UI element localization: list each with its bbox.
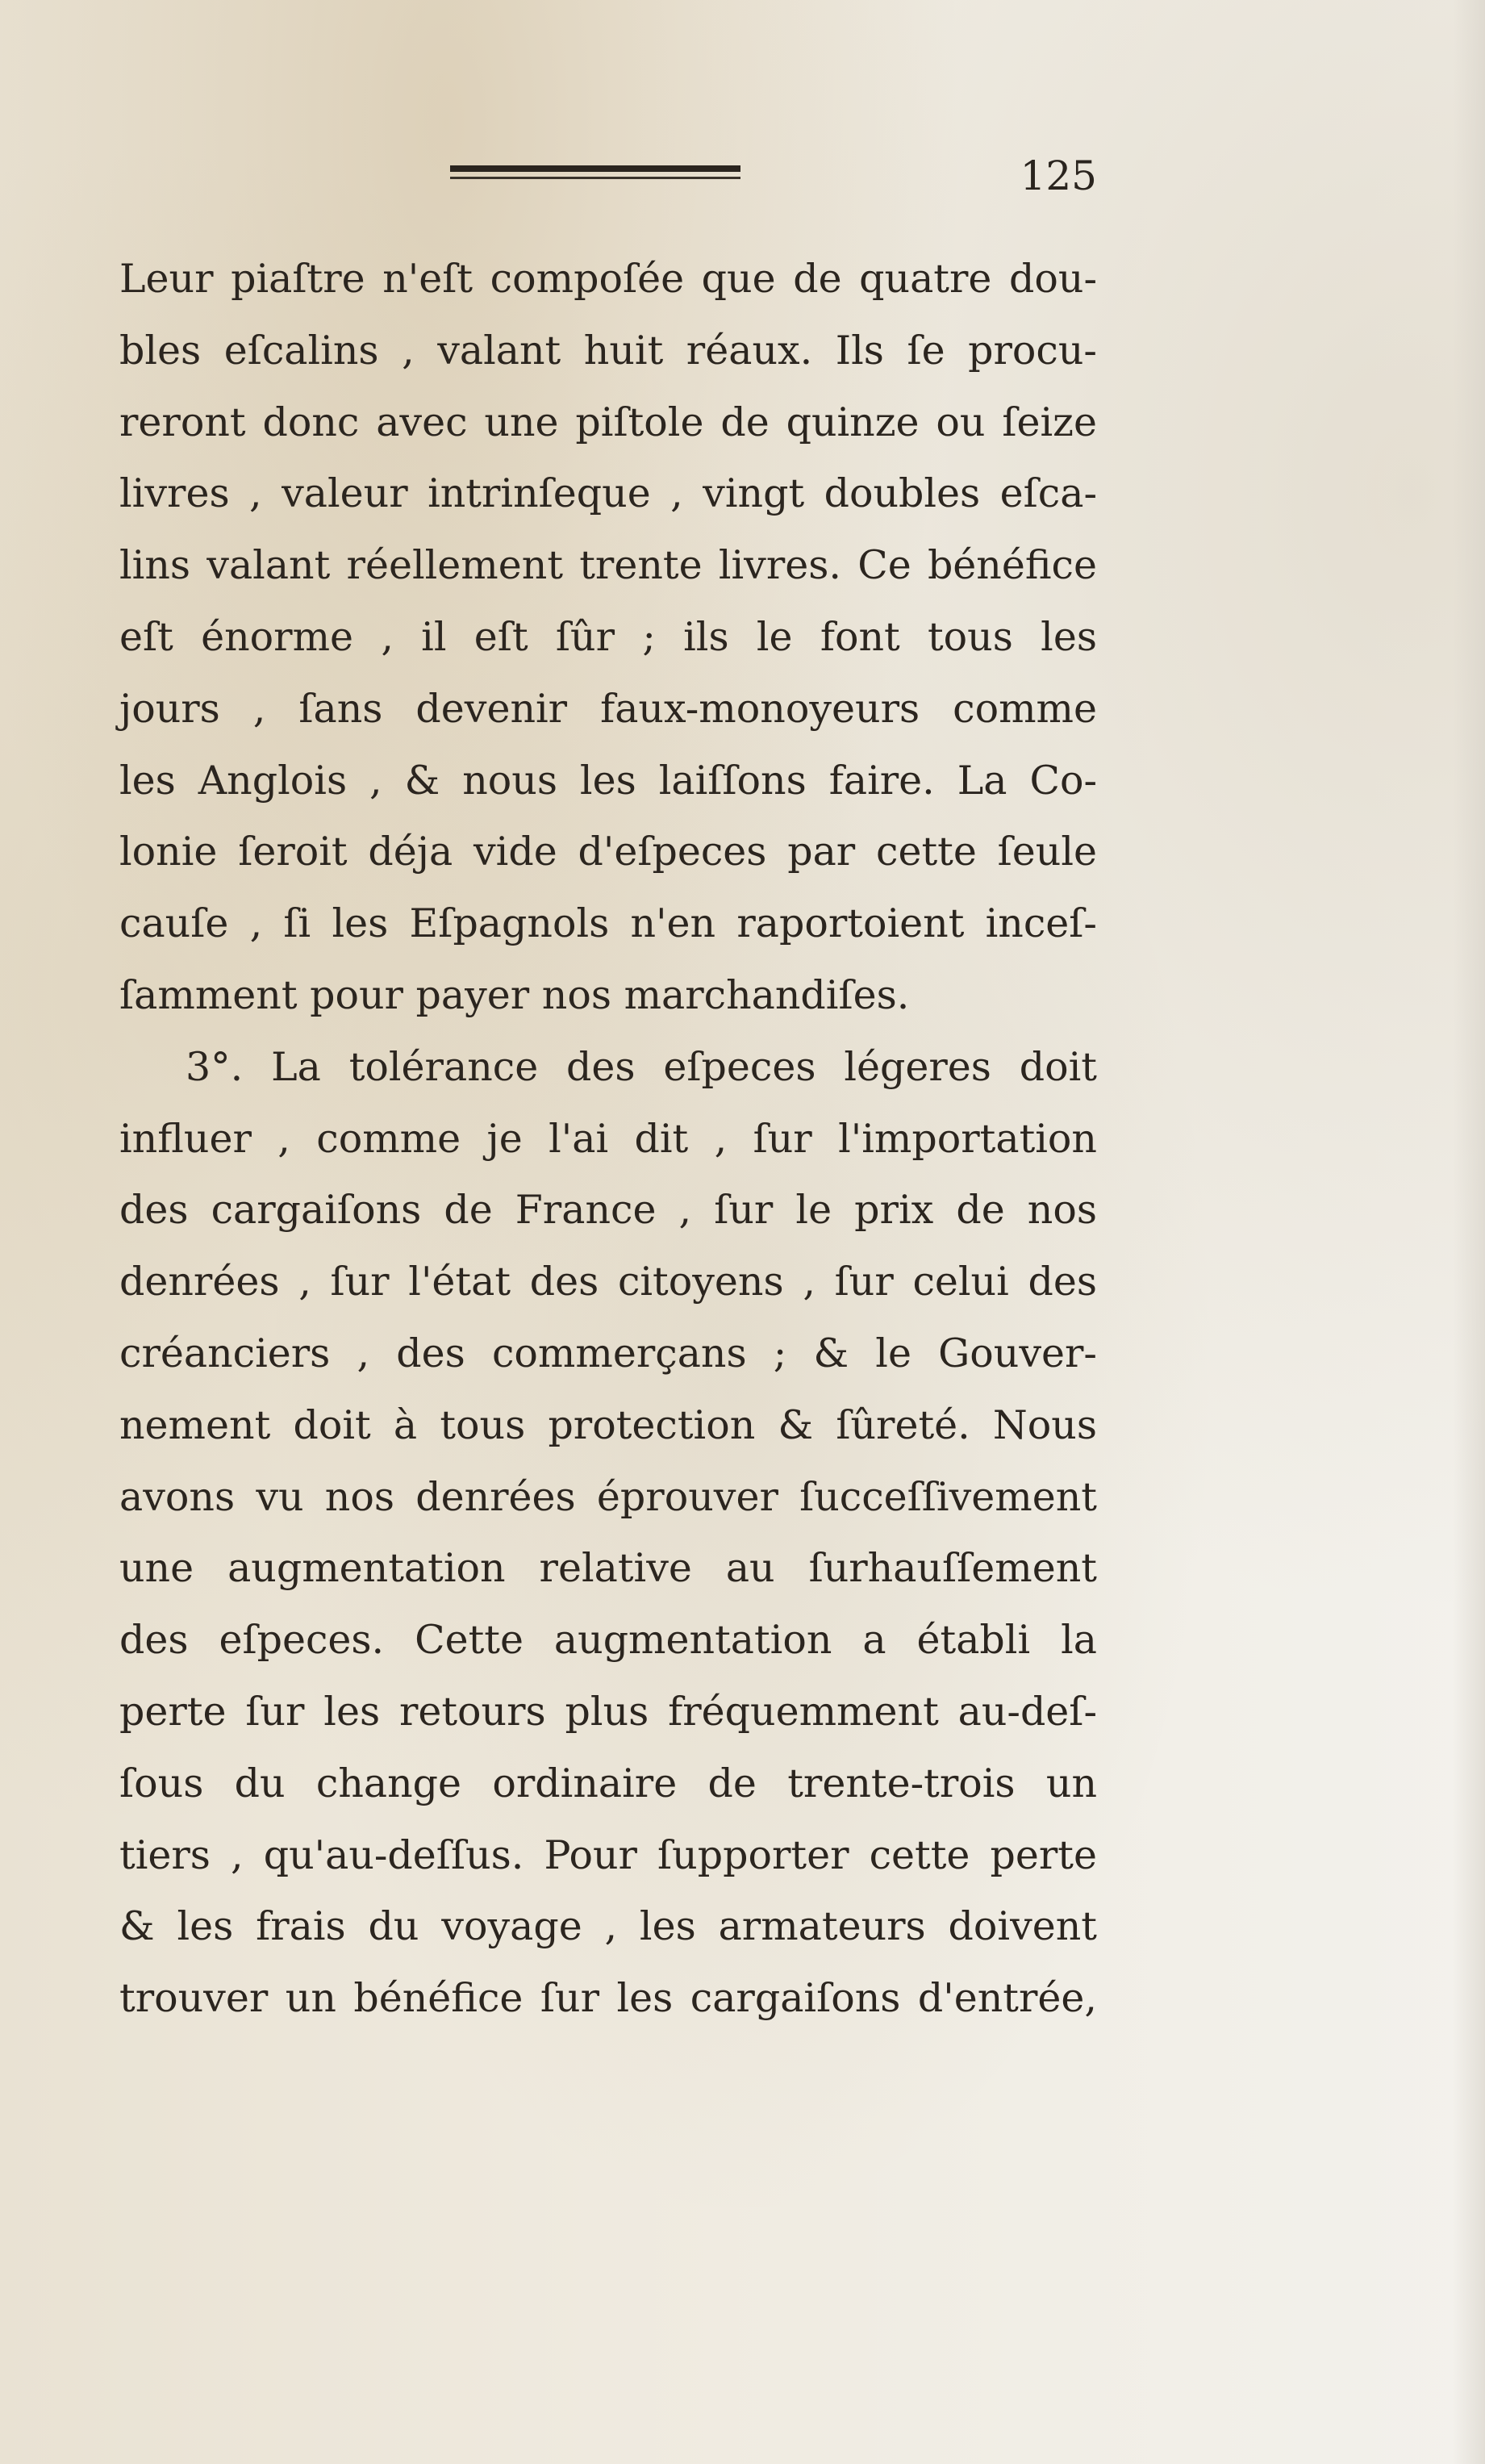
text-line: reront donc avec une piſtole de quinze ou ſeize xyxy=(119,399,1097,445)
text-line: avons vu nos denrées éprouver ſucceſſivement xyxy=(119,1473,1097,1520)
text-line: des cargaiſons de France , ſur le prix de nos xyxy=(119,1187,1097,1234)
text-line: trouver un bénéfice ſur les cargaiſons d'entrée, xyxy=(119,1975,1097,2022)
header-rule xyxy=(450,165,740,183)
text-line: & les frais du voyage , les armateurs doivent xyxy=(119,1903,1097,1950)
text-line: livres , valeur intrinſeque , vingt doubles eſca- xyxy=(119,470,1097,517)
text-line: lins valant réellement trente livres. Ce bénéfice xyxy=(119,542,1097,589)
header-rule-thin xyxy=(450,177,740,179)
text-line: une augmentation relative au ſurhauſſement xyxy=(119,1545,1097,1592)
text-line: denrées , ſur l'état des citoyens , ſur celui des xyxy=(119,1259,1097,1305)
header-rule-thick xyxy=(450,165,740,172)
text-line: nement doit à tous protection & ſûreté. Nous xyxy=(119,1401,1097,1448)
text-line: jours , ſans devenir faux-monoyeurs comme xyxy=(119,685,1097,732)
text-line-paragraph-end: ſamment pour payer nos marchandiſes. xyxy=(119,971,910,1018)
text-line: créanciers , des commerçans ; & le Gouver- xyxy=(119,1330,1097,1376)
text-line: des eſpeces. Cette augmentation a établi la xyxy=(119,1617,1097,1664)
text-line: bles eſcalins , valant huit réaux. Ils ſe procu- xyxy=(119,327,1097,374)
text-line: tiers , qu'au-deſſus. Pour ſupporter cette perte xyxy=(119,1831,1097,1878)
text-line: cauſe , ſi les Eſpagnols n'en raportoient inceſ- xyxy=(119,900,1097,947)
text-line: lonie ſeroit déja vide d'eſpeces par cette ſeule xyxy=(119,829,1097,875)
text-line-paragraph-start: 3°. La tolérance des eſpeces légeres doit xyxy=(186,1043,1097,1090)
text-line: eſt énorme , il eſt ſûr ; ils le font tous les xyxy=(119,613,1097,660)
text-line: perte ſur les retours plus fréquemment au-deſ- xyxy=(119,1688,1097,1735)
page-number: 125 xyxy=(1020,152,1097,199)
text-line: influer , comme je l'ai dit , ſur l'importation xyxy=(119,1115,1097,1162)
text-line: ſous du change ordinaire de trente-trois un xyxy=(119,1760,1097,1806)
page-edge-shadow xyxy=(1453,0,1485,2464)
text-line: les Anglois , & nous les laiſſons faire. La Co- xyxy=(119,757,1097,804)
body-text xyxy=(119,244,1097,2035)
text-line: Leur piaſtre n'eſt compoſée que de quatre dou- xyxy=(119,256,1097,302)
